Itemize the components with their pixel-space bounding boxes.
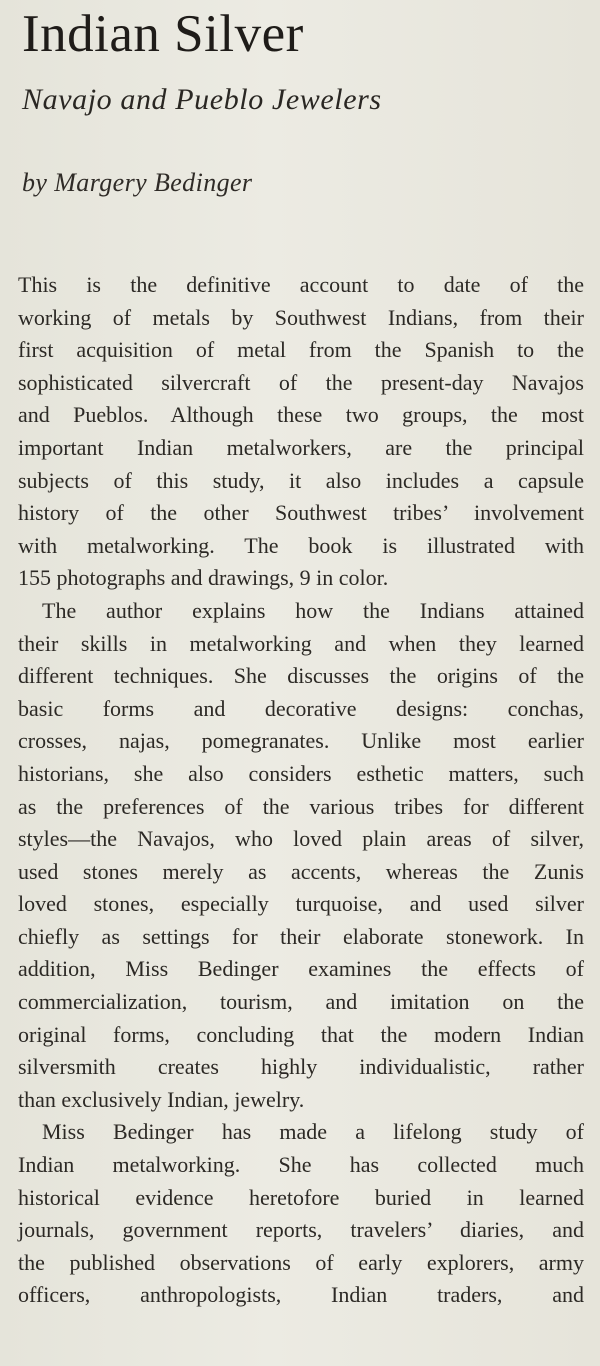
text-line: loved stones, especially turquoise, and used silver: [18, 891, 584, 917]
text-line: chiefly as settings for their elaborate stonework. In: [18, 923, 584, 949]
author-byline: by Margery Bedinger: [22, 168, 253, 197]
book-title: Indian Silver: [22, 5, 304, 63]
text-line: their skills in metalworking and when they learned: [18, 630, 584, 656]
text-line: This is the definitive account to date of the: [18, 272, 584, 297]
text-line: the published observations of early explorers, army: [18, 1249, 584, 1275]
text-line: original forms, concluding that the modern Indian: [18, 1021, 584, 1047]
text-line: first acquisition of metal from the Spanish to the: [18, 337, 584, 363]
text-line: crosses, najas, pomegranates. Unlike most earlier: [18, 728, 584, 754]
paragraph-1: [18, 269, 584, 595]
text-line: working of metals by Southwest Indians, from their: [18, 304, 584, 330]
text-line: styles—the Navajos, who loved plain areas of silver,: [18, 826, 584, 852]
text-line: historians, she also considers esthetic matters, such: [18, 760, 584, 786]
text-line: commercialization, tourism, and imitation on the: [18, 989, 584, 1015]
text-line: 155 photographs and drawings, 9 in color.: [18, 565, 389, 591]
text-line: journals, government reports, travelers’ diaries, and: [18, 1217, 584, 1243]
text-line: Miss Bedinger has made a lifelong study of: [42, 1119, 584, 1145]
text-line: as the preferences of the various tribes for different: [18, 793, 584, 819]
text-line: Indian metalworking. She has collected much: [18, 1152, 584, 1178]
text-line: used stones merely as accents, whereas the Zunis: [18, 858, 584, 884]
book-subtitle: Navajo and Pueblo Jewelers: [22, 83, 382, 116]
text-line: different techniques. She discusses the origins of the: [18, 663, 584, 689]
text-line: important Indian metalworkers, are the principal: [18, 434, 584, 460]
text-line: than exclusively Indian, jewelry.: [18, 1086, 305, 1112]
text-line: with metalworking. The book is illustrated with: [18, 532, 584, 558]
text-line: silversmith creates highly individualistic, rather: [18, 1054, 584, 1080]
paragraph-2: [18, 595, 584, 1117]
text-line: addition, Miss Bedinger examines the effects of: [18, 956, 584, 982]
text-line: and Pueblos. Although these two groups, the most: [18, 402, 584, 428]
paragraph-3: [18, 1116, 584, 1312]
text-line: The author explains how the Indians attained: [42, 597, 584, 623]
text-line: sophisticated silvercraft of the present-day Navajos: [18, 369, 584, 395]
text-line: historical evidence heretofore buried in learned: [18, 1184, 584, 1210]
description-text: [18, 269, 584, 1312]
text-line: officers, anthropologists, Indian traders, and: [18, 1282, 584, 1308]
text-line: subjects of this study, it also includes a capsule: [18, 467, 584, 493]
text-line: basic forms and decorative designs: conchas,: [18, 695, 584, 721]
text-line: history of the other Southwest tribes’ involvement: [18, 500, 584, 526]
